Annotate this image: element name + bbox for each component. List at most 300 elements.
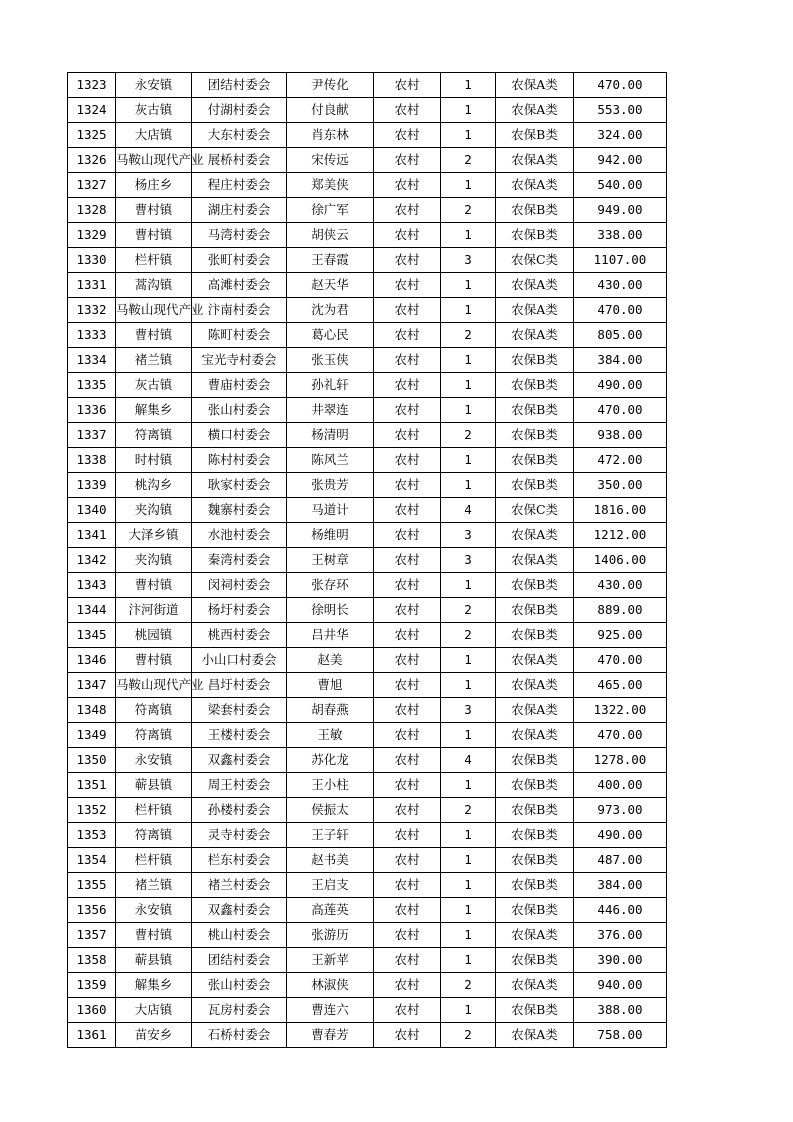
name-cell: 郑美侠	[287, 173, 374, 198]
name-cell: 王小柱	[287, 773, 374, 798]
amount-cell: 390.00	[574, 948, 667, 973]
person-count-cell: 2	[441, 598, 496, 623]
table-row	[68, 198, 667, 223]
name-cell: 张存环	[287, 573, 374, 598]
insurance-category-cell: 农保B类	[496, 898, 574, 923]
insurance-category-cell: 农保B类	[496, 748, 574, 773]
name-cell: 王敏	[287, 723, 374, 748]
name-cell: 王春霞	[287, 248, 374, 273]
village-cell: 秦湾村委会	[192, 548, 287, 573]
person-count-cell: 2	[441, 423, 496, 448]
name-cell: 井翠连	[287, 398, 374, 423]
village-cell: 大东村委会	[192, 123, 287, 148]
row-number: 1351	[68, 773, 116, 798]
row-number: 1355	[68, 873, 116, 898]
row-number: 1349	[68, 723, 116, 748]
name-cell: 胡春燕	[287, 698, 374, 723]
person-count-cell: 3	[441, 698, 496, 723]
amount-cell: 938.00	[574, 423, 667, 448]
table-row	[68, 373, 667, 398]
town-cell: 符离镇	[116, 823, 192, 848]
village-cell: 双鑫村委会	[192, 898, 287, 923]
table-row	[68, 1023, 667, 1048]
person-count-cell: 2	[441, 148, 496, 173]
person-count-cell: 1	[441, 948, 496, 973]
town-cell: 马鞍山现代产业	[116, 298, 192, 323]
insurance-category-cell: 农保B类	[496, 198, 574, 223]
village-cell: 孙楼村委会	[192, 798, 287, 823]
name-cell: 王新苹	[287, 948, 374, 973]
row-number: 1329	[68, 223, 116, 248]
town-cell: 大泽乡镇	[116, 523, 192, 548]
insurance-category-cell: 农保B类	[496, 473, 574, 498]
person-count-cell: 2	[441, 198, 496, 223]
amount-cell: 553.00	[574, 98, 667, 123]
person-count-cell: 1	[441, 923, 496, 948]
amount-cell: 430.00	[574, 273, 667, 298]
insurance-category-cell: 农保B类	[496, 948, 574, 973]
person-count-cell: 3	[441, 548, 496, 573]
village-cell: 栏东村委会	[192, 848, 287, 873]
town-cell: 栏杆镇	[116, 798, 192, 823]
row-number: 1343	[68, 573, 116, 598]
row-number: 1332	[68, 298, 116, 323]
amount-cell: 470.00	[574, 648, 667, 673]
village-cell: 昌圩村委会	[192, 673, 287, 698]
village-cell: 小山口村委会	[192, 648, 287, 673]
table-row	[68, 223, 667, 248]
row-number: 1356	[68, 898, 116, 923]
table-row	[68, 498, 667, 523]
row-number: 1341	[68, 523, 116, 548]
row-number: 1335	[68, 373, 116, 398]
table-row	[68, 348, 667, 373]
area-type-cell: 农村	[374, 623, 441, 648]
table-row	[68, 423, 667, 448]
amount-cell: 540.00	[574, 173, 667, 198]
insurance-category-cell: 农保B类	[496, 798, 574, 823]
amount-cell: 388.00	[574, 998, 667, 1023]
person-count-cell: 1	[441, 673, 496, 698]
town-cell: 解集乡	[116, 973, 192, 998]
row-number: 1359	[68, 973, 116, 998]
village-cell: 魏寨村委会	[192, 498, 287, 523]
name-cell: 杨维明	[287, 523, 374, 548]
town-cell: 曹村镇	[116, 223, 192, 248]
person-count-cell: 1	[441, 223, 496, 248]
row-number: 1346	[68, 648, 116, 673]
row-number: 1358	[68, 948, 116, 973]
table-row	[68, 723, 667, 748]
name-cell: 苏化龙	[287, 748, 374, 773]
table-row	[68, 473, 667, 498]
insurance-category-cell: 农保A类	[496, 98, 574, 123]
amount-cell: 487.00	[574, 848, 667, 873]
table-row	[68, 698, 667, 723]
person-count-cell: 3	[441, 248, 496, 273]
insurance-category-cell: 农保A类	[496, 523, 574, 548]
table-row	[68, 523, 667, 548]
table-row	[68, 948, 667, 973]
person-count-cell: 1	[441, 373, 496, 398]
row-number: 1333	[68, 323, 116, 348]
village-cell: 张山村委会	[192, 973, 287, 998]
insurance-category-cell: 农保A类	[496, 723, 574, 748]
table-row	[68, 623, 667, 648]
insurance-category-cell: 农保B类	[496, 998, 574, 1023]
person-count-cell: 1	[441, 848, 496, 873]
village-cell: 石桥村委会	[192, 1023, 287, 1048]
person-count-cell: 1	[441, 648, 496, 673]
village-cell: 曹庙村委会	[192, 373, 287, 398]
amount-cell: 446.00	[574, 898, 667, 923]
town-cell: 曹村镇	[116, 198, 192, 223]
area-type-cell: 农村	[374, 473, 441, 498]
town-cell: 大店镇	[116, 998, 192, 1023]
area-type-cell: 农村	[374, 673, 441, 698]
person-count-cell: 1	[441, 773, 496, 798]
name-cell: 胡侠云	[287, 223, 374, 248]
name-cell: 宋传远	[287, 148, 374, 173]
amount-cell: 472.00	[574, 448, 667, 473]
insurance-category-cell: 农保A类	[496, 273, 574, 298]
table-row	[68, 648, 667, 673]
table-row	[68, 123, 667, 148]
name-cell: 吕井华	[287, 623, 374, 648]
table-row	[68, 248, 667, 273]
table-row	[68, 673, 667, 698]
area-type-cell: 农村	[374, 123, 441, 148]
row-number: 1326	[68, 148, 116, 173]
insurance-category-cell: 农保B类	[496, 348, 574, 373]
area-type-cell: 农村	[374, 73, 441, 98]
name-cell: 孙礼轩	[287, 373, 374, 398]
area-type-cell: 农村	[374, 198, 441, 223]
town-cell: 夹沟镇	[116, 498, 192, 523]
town-cell: 蒿沟镇	[116, 273, 192, 298]
village-cell: 张山村委会	[192, 398, 287, 423]
name-cell: 曹春芳	[287, 1023, 374, 1048]
row-number: 1344	[68, 598, 116, 623]
village-cell: 张町村委会	[192, 248, 287, 273]
insurance-category-cell: 农保A类	[496, 673, 574, 698]
insurance-category-cell: 农保B类	[496, 848, 574, 873]
row-number: 1323	[68, 73, 116, 98]
amount-cell: 973.00	[574, 798, 667, 823]
name-cell: 张玉侠	[287, 348, 374, 373]
name-cell: 曹连六	[287, 998, 374, 1023]
table-row	[68, 873, 667, 898]
table-row	[68, 298, 667, 323]
person-count-cell: 3	[441, 523, 496, 548]
area-type-cell: 农村	[374, 223, 441, 248]
row-number: 1330	[68, 248, 116, 273]
town-cell: 栏杆镇	[116, 848, 192, 873]
village-cell: 陈村村委会	[192, 448, 287, 473]
name-cell: 付良献	[287, 98, 374, 123]
name-cell: 陈风兰	[287, 448, 374, 473]
amount-cell: 400.00	[574, 773, 667, 798]
name-cell: 杨清明	[287, 423, 374, 448]
village-cell: 宝光寺村委会	[192, 348, 287, 373]
row-number: 1339	[68, 473, 116, 498]
name-cell: 王启支	[287, 873, 374, 898]
area-type-cell: 农村	[374, 598, 441, 623]
amount-cell: 490.00	[574, 373, 667, 398]
person-count-cell: 2	[441, 1023, 496, 1048]
area-type-cell: 农村	[374, 648, 441, 673]
insurance-category-cell: 农保A类	[496, 698, 574, 723]
village-cell: 湖庄村委会	[192, 198, 287, 223]
name-cell: 徐明长	[287, 598, 374, 623]
person-count-cell: 2	[441, 623, 496, 648]
insurance-category-cell: 农保A类	[496, 648, 574, 673]
name-cell: 赵书美	[287, 848, 374, 873]
area-type-cell: 农村	[374, 173, 441, 198]
row-number: 1334	[68, 348, 116, 373]
town-cell: 解集乡	[116, 398, 192, 423]
amount-cell: 470.00	[574, 298, 667, 323]
person-count-cell: 1	[441, 173, 496, 198]
village-cell: 杨圩村委会	[192, 598, 287, 623]
village-cell: 王楼村委会	[192, 723, 287, 748]
table-row	[68, 848, 667, 873]
town-cell: 灰古镇	[116, 98, 192, 123]
village-cell: 梁套村委会	[192, 698, 287, 723]
village-cell: 汴南村委会	[192, 298, 287, 323]
town-cell: 符离镇	[116, 723, 192, 748]
insurance-category-cell: 农保B类	[496, 823, 574, 848]
table-row	[68, 98, 667, 123]
row-number: 1328	[68, 198, 116, 223]
amount-cell: 925.00	[574, 623, 667, 648]
amount-cell: 470.00	[574, 73, 667, 98]
town-cell: 永安镇	[116, 748, 192, 773]
row-number: 1361	[68, 1023, 116, 1048]
table-row	[68, 573, 667, 598]
row-number: 1357	[68, 923, 116, 948]
table-row	[68, 748, 667, 773]
table-row	[68, 998, 667, 1023]
person-count-cell: 1	[441, 998, 496, 1023]
town-cell: 符离镇	[116, 698, 192, 723]
insurance-category-cell: 农保C类	[496, 498, 574, 523]
area-type-cell: 农村	[374, 698, 441, 723]
town-cell: 栏杆镇	[116, 248, 192, 273]
village-cell: 付湖村委会	[192, 98, 287, 123]
insurance-category-cell: 农保B类	[496, 623, 574, 648]
insurance-category-cell: 农保B类	[496, 123, 574, 148]
village-cell: 桃山村委会	[192, 923, 287, 948]
name-cell: 王子轩	[287, 823, 374, 848]
town-cell: 时村镇	[116, 448, 192, 473]
data-table	[67, 72, 667, 1048]
person-count-cell: 1	[441, 473, 496, 498]
name-cell: 侯振太	[287, 798, 374, 823]
village-cell: 横口村委会	[192, 423, 287, 448]
person-count-cell: 1	[441, 273, 496, 298]
person-count-cell: 2	[441, 323, 496, 348]
area-type-cell: 农村	[374, 923, 441, 948]
amount-cell: 942.00	[574, 148, 667, 173]
person-count-cell: 1	[441, 448, 496, 473]
name-cell: 赵天华	[287, 273, 374, 298]
area-type-cell: 农村	[374, 573, 441, 598]
village-cell: 团结村委会	[192, 948, 287, 973]
town-cell: 苗安乡	[116, 1023, 192, 1048]
town-cell: 汴河街道	[116, 598, 192, 623]
row-number: 1342	[68, 548, 116, 573]
row-number: 1347	[68, 673, 116, 698]
row-number: 1325	[68, 123, 116, 148]
insurance-category-cell: 农保B类	[496, 598, 574, 623]
name-cell: 沈为君	[287, 298, 374, 323]
amount-cell: 805.00	[574, 323, 667, 348]
name-cell: 徐广军	[287, 198, 374, 223]
row-number: 1331	[68, 273, 116, 298]
name-cell: 葛心民	[287, 323, 374, 348]
town-cell: 永安镇	[116, 898, 192, 923]
town-cell: 桃沟乡	[116, 473, 192, 498]
name-cell: 赵美	[287, 648, 374, 673]
town-cell: 褚兰镇	[116, 348, 192, 373]
person-count-cell: 1	[441, 573, 496, 598]
area-type-cell: 农村	[374, 748, 441, 773]
village-cell: 褚兰村委会	[192, 873, 287, 898]
amount-cell: 465.00	[574, 673, 667, 698]
table-row	[68, 173, 667, 198]
village-cell: 灵寺村委会	[192, 823, 287, 848]
table-row	[68, 598, 667, 623]
row-number: 1336	[68, 398, 116, 423]
village-cell: 程庄村委会	[192, 173, 287, 198]
table-row	[68, 973, 667, 998]
person-count-cell: 4	[441, 498, 496, 523]
name-cell: 肖东林	[287, 123, 374, 148]
area-type-cell: 农村	[374, 498, 441, 523]
amount-cell: 1278.00	[574, 748, 667, 773]
insurance-category-cell: 农保A类	[496, 173, 574, 198]
insurance-category-cell: 农保B类	[496, 398, 574, 423]
name-cell: 曹旭	[287, 673, 374, 698]
table-row	[68, 398, 667, 423]
amount-cell: 338.00	[574, 223, 667, 248]
area-type-cell: 农村	[374, 398, 441, 423]
area-type-cell: 农村	[374, 373, 441, 398]
area-type-cell: 农村	[374, 98, 441, 123]
amount-cell: 1322.00	[574, 698, 667, 723]
name-cell: 尹传化	[287, 73, 374, 98]
area-type-cell: 农村	[374, 348, 441, 373]
amount-cell: 324.00	[574, 123, 667, 148]
amount-cell: 376.00	[574, 923, 667, 948]
name-cell: 高莲英	[287, 898, 374, 923]
row-number: 1353	[68, 823, 116, 848]
table-row	[68, 148, 667, 173]
town-cell: 大店镇	[116, 123, 192, 148]
insurance-category-cell: 农保A类	[496, 298, 574, 323]
row-number: 1340	[68, 498, 116, 523]
area-type-cell: 农村	[374, 898, 441, 923]
town-cell: 蕲县镇	[116, 948, 192, 973]
town-cell: 灰古镇	[116, 373, 192, 398]
insurance-category-cell: 农保B类	[496, 573, 574, 598]
village-cell: 展桥村委会	[192, 148, 287, 173]
person-count-cell: 1	[441, 873, 496, 898]
row-number: 1327	[68, 173, 116, 198]
amount-cell: 889.00	[574, 598, 667, 623]
amount-cell: 470.00	[574, 723, 667, 748]
amount-cell: 490.00	[574, 823, 667, 848]
person-count-cell: 4	[441, 748, 496, 773]
town-cell: 曹村镇	[116, 923, 192, 948]
amount-cell: 384.00	[574, 348, 667, 373]
town-cell: 曹村镇	[116, 573, 192, 598]
person-count-cell: 1	[441, 98, 496, 123]
town-cell: 永安镇	[116, 73, 192, 98]
table-row	[68, 923, 667, 948]
name-cell: 张游历	[287, 923, 374, 948]
area-type-cell: 农村	[374, 998, 441, 1023]
village-cell: 瓦房村委会	[192, 998, 287, 1023]
row-number: 1350	[68, 748, 116, 773]
village-cell: 双鑫村委会	[192, 748, 287, 773]
person-count-cell: 1	[441, 348, 496, 373]
insurance-category-cell: 农保A类	[496, 148, 574, 173]
insurance-category-cell: 农保A类	[496, 1023, 574, 1048]
area-type-cell: 农村	[374, 448, 441, 473]
amount-cell: 758.00	[574, 1023, 667, 1048]
town-cell: 符离镇	[116, 423, 192, 448]
area-type-cell: 农村	[374, 523, 441, 548]
insurance-category-cell: 农保A类	[496, 548, 574, 573]
person-count-cell: 2	[441, 798, 496, 823]
person-count-cell: 1	[441, 298, 496, 323]
area-type-cell: 农村	[374, 723, 441, 748]
area-type-cell: 农村	[374, 148, 441, 173]
row-number: 1348	[68, 698, 116, 723]
row-number: 1345	[68, 623, 116, 648]
person-count-cell: 1	[441, 823, 496, 848]
person-count-cell: 2	[441, 973, 496, 998]
amount-cell: 1212.00	[574, 523, 667, 548]
insurance-category-cell: 农保C类	[496, 248, 574, 273]
area-type-cell: 农村	[374, 298, 441, 323]
name-cell: 马道计	[287, 498, 374, 523]
insurance-category-cell: 农保A类	[496, 323, 574, 348]
village-cell: 高滩村委会	[192, 273, 287, 298]
row-number: 1324	[68, 98, 116, 123]
village-cell: 桃西村委会	[192, 623, 287, 648]
insurance-category-cell: 农保B类	[496, 773, 574, 798]
amount-cell: 949.00	[574, 198, 667, 223]
insurance-category-cell: 农保B类	[496, 448, 574, 473]
area-type-cell: 农村	[374, 798, 441, 823]
town-cell: 马鞍山现代产业	[116, 673, 192, 698]
town-cell: 褚兰镇	[116, 873, 192, 898]
row-number: 1337	[68, 423, 116, 448]
table-row	[68, 773, 667, 798]
person-count-cell: 1	[441, 398, 496, 423]
table-row	[68, 548, 667, 573]
name-cell: 王树章	[287, 548, 374, 573]
table-row	[68, 448, 667, 473]
village-cell: 水池村委会	[192, 523, 287, 548]
table-body	[68, 73, 667, 1048]
insurance-category-cell: 农保A类	[496, 973, 574, 998]
amount-cell: 470.00	[574, 398, 667, 423]
table-row	[68, 323, 667, 348]
